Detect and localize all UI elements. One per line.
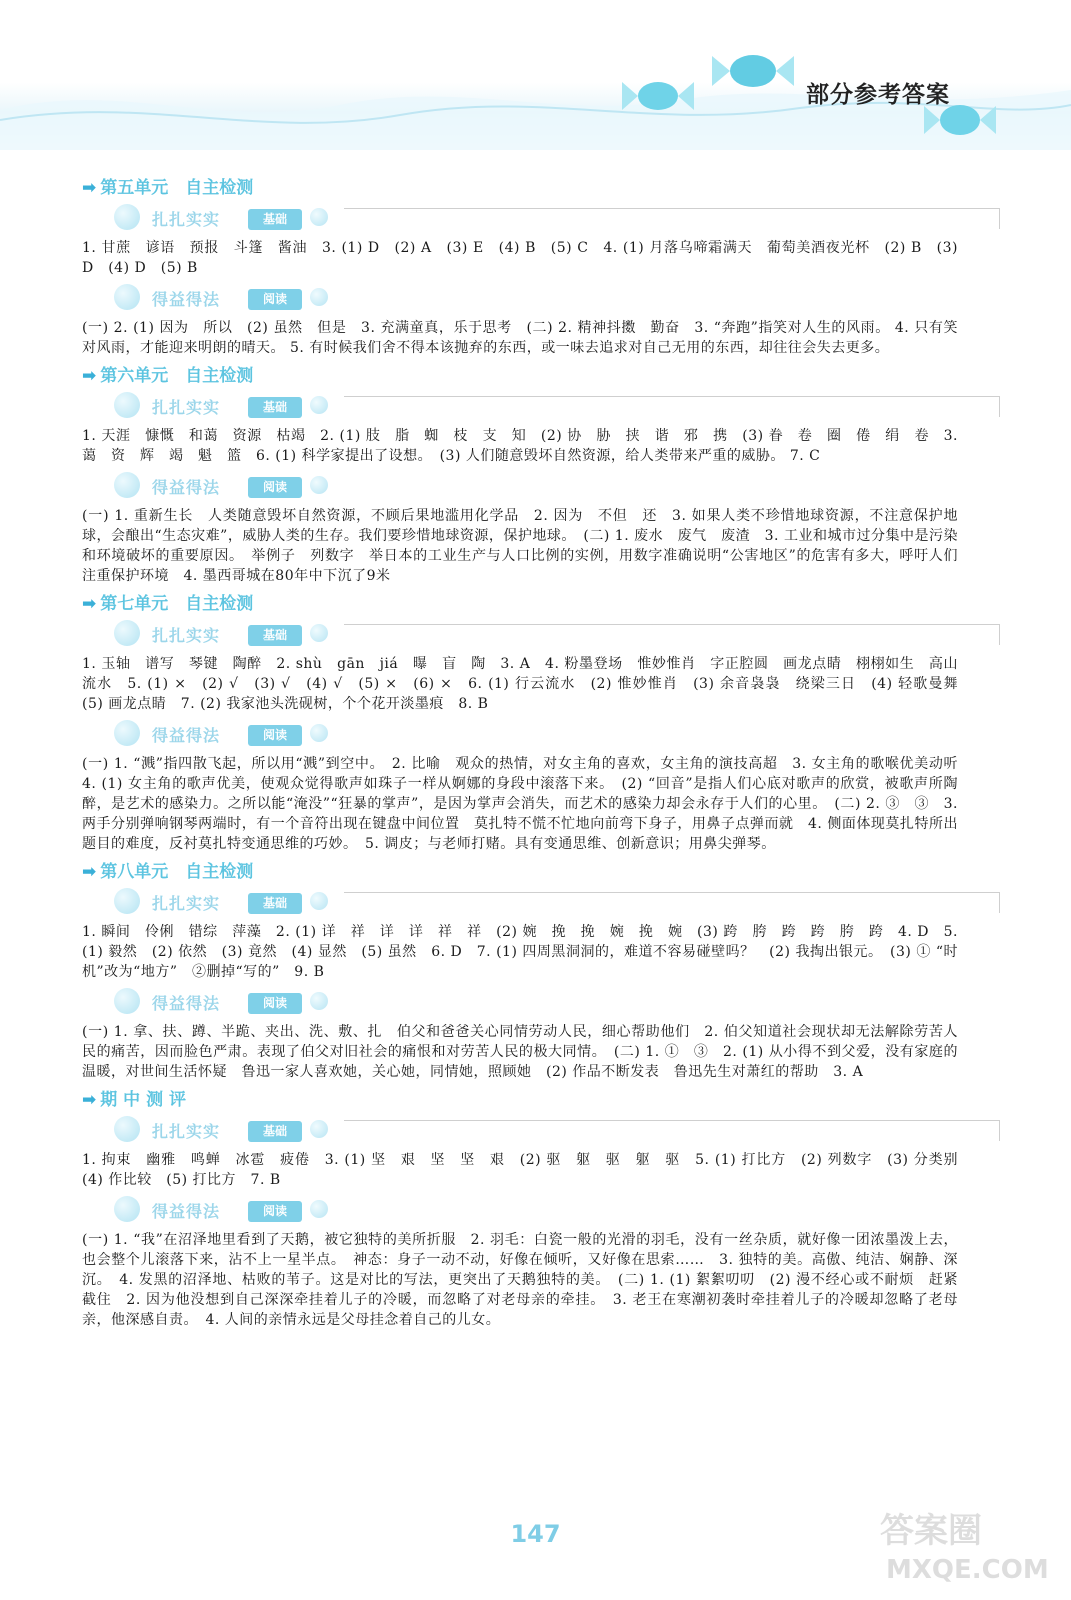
bubble-icon <box>114 720 140 746</box>
bubble-icon <box>310 396 328 414</box>
answer-text: 1. 拘束 幽雅 鸣蝉 冰雹 疲倦 3. (1) 坚 艰 坚 坚 艰 (2) 驱 躯 驱 躯 驱 5. (1) 打比方 (2) 列数字 (3) 分类别 (4) 作比较 (5) 打比方 7. B <box>82 1152 973 1188</box>
bubble-icon <box>114 1116 140 1142</box>
subsection-header <box>124 986 958 1020</box>
svg-text:MXQE.COM: MXQE.COM <box>886 1555 1049 1585</box>
answer-text: (一) 1. 拿、扶、蹲、半跪、夹出、洗、敷、扎 伯父和爸爸关心同情劳动人民，细心帮助他们 2. 伯父知道社会现状却无法解除劳苦人民的痛苦，因而脸色严肃。表现了伯父对旧社会的痛恨和对劳苦人民的极大同情。 (二) 1. ① ③ 2. (1) 从小得不到父爱，没有家庭的温暖，对世间生活怀疑 鲁迅一家人喜欢她，关心她，同情她，照顾她 (2) 作品不断发表 鲁迅先生对萧红的帮助 3. A <box>82 1024 958 1080</box>
subsection-label: 扎扎实实 <box>152 210 221 229</box>
bubble-icon <box>310 1120 328 1138</box>
subsection-label: 得益得法 <box>152 1202 221 1221</box>
unit-heading-text: 第七单元 自主检测 <box>100 594 254 614</box>
divider <box>344 208 1000 229</box>
unit-heading-text: 第五单元 自主检测 <box>100 178 254 198</box>
answer-text: 1. 甘蔗 谚语 预报 斗篷 酱油 3. (1) D (2) A (3) E (4) B (5) C 4. (1) 月落乌啼霜满天 葡萄美酒夜光杯 (2) B (3) D (4) D (5) B <box>82 240 958 276</box>
divider <box>344 396 1000 417</box>
unit-heading <box>82 174 958 202</box>
subsection-header <box>124 886 958 920</box>
subsection-header <box>124 202 958 236</box>
divider <box>344 624 1000 645</box>
bubble-icon <box>310 288 328 306</box>
subsection-label: 得益得法 <box>152 994 221 1013</box>
answer-text: (一) 1. “溅”指四散飞起，所以用“溅”到空中。 2. 比喻 观众的热情，对女主角的喜欢，女主角的演技高超 3. 女主角的歌喉优美动听 4. (1) 女主角的歌声优美，使观众觉得歌声如珠子一样从婀娜的身段中滚落下来。 (2) “回音”是指人们心底对歌声的欣赏，被歌声所陶醉，是艺术的感染力。之所以能“淹没”“狂暴的掌声”，是因为掌声会消失，而艺术的感染力却会永存于人们的心里。 (二) 2. ③ ③ 3. 两手分别弹响钢琴两端时，有一个音符出现在键盘中间位置 莫扎特不慌不忙地向前弯下身子，用鼻子点弹而就 4. 侧面体现莫扎特所出题目的难度，反衬莫扎特变通思维的巧妙。 5. 调皮；与老师打赌。具有变通思维、创新意识；用鼻尖弹琴。 <box>82 756 973 852</box>
unit-heading <box>82 858 958 886</box>
subsection-tag: 基础 <box>248 1121 302 1142</box>
answer-text: 1. 瞬间 伶俐 错综 萍藻 2. (1) 详 祥 详 详 祥 祥 (2) 婉 挽 挽 婉 挽 婉 (3) 跨 胯 跨 跨 胯 跨 4. D 5. (1) 毅然 (2) 依然 (3) 竟然 (4) 显然 (5) 虽然 6. D 7. (1) 四周黑洞洞的，难道不容易碰壁吗？ (2) 我掏出银元。 (3) ① “时机”改为“地方” ②删掉“写的” 9. B <box>82 924 958 980</box>
subsection-label: 得益得法 <box>152 478 221 497</box>
unit-heading-text: 第八单元 自主检测 <box>100 862 254 882</box>
subsection-header <box>124 718 958 752</box>
unit-heading-text: 期 中 测 评 <box>100 1090 187 1110</box>
subsection-tag: 阅读 <box>248 725 302 746</box>
page-number: 147 <box>510 1520 561 1548</box>
answer-text: 1. 玉轴 谱写 琴键 陶醉 2. shù gān jiá 曝 盲 陶 3. A 4. 粉墨登场 惟妙惟肖 字正腔圆 画龙点睛 栩栩如生 高山流水 5. (1) × (2) √ (3) √ (4) √ (5) × (6) × 6. (1) 行云流水 (2) 惟妙惟肖 (3) 余音袅袅 绕梁三日 (4) 轻歌曼舞 (5) 画龙点睛 7. (2) 我家池头洗砚树，个个花开淡墨痕 8. B <box>82 656 973 712</box>
unit-heading-text: 第六单元 自主检测 <box>100 366 254 386</box>
bubble-icon <box>114 1196 140 1222</box>
subsection-label: 得益得法 <box>152 290 221 309</box>
bubble-icon <box>310 992 328 1010</box>
subsection-tag: 基础 <box>248 625 302 646</box>
arrow-icon: ➡ <box>82 594 97 614</box>
watermark-logo <box>872 1500 1052 1590</box>
answer-text: (一) 2. (1) 因为 所以 (2) 虽然 但是 3. 充满童真，乐于思考 (二) 2. 精神抖擞 勤奋 3. “奔跑”指笑对人生的风雨。 4. 只有笑对风雨，才能迎来明朗的晴天。 5. 有时候我们舍不得本该抛弃的东西，或一味去追求对自己无用的东西，却往往会失去更多。 <box>82 320 958 356</box>
subsection-tag: 阅读 <box>248 289 302 310</box>
answer-text: 1. 天涯 慷慨 和蔼 资源 枯竭 2. (1) 肢 脂 蜘 枝 支 知 (2) 协 胁 挟 谐 邪 携 (3) 眷 卷 圈 倦 绢 卷 3. 蔼 资 辉 竭 魁 篮 6. (1) 科学家提出了设想。 (3) 人们随意毁坏自然资源，给人类带来严重的威胁。 7. C <box>82 428 958 464</box>
unit-heading <box>82 1086 958 1114</box>
subsection-tag: 基础 <box>248 209 302 230</box>
subsection-label: 得益得法 <box>152 726 221 745</box>
subsection-tag: 阅读 <box>248 993 302 1014</box>
bubble-icon <box>114 472 140 498</box>
answers-content <box>82 172 973 1334</box>
answer-text: (一) 1. 重新生长 人类随意毁坏自然资源，不顾后果地滥用化学品 2. 因为 不但 还 3. 如果人类不珍惜地球资源，不注意保护地球，会酿出“生态灾难”，威胁人类的生存。我们要珍惜地球资源，保护地球。 (二) 1. 废水 废气 废渣 3. 工业和城市过分集中是污染和环境破坏的重要原因。 举例子 列数字 举日本的工业生产与人口比例的实例，用数字准确说明“公害地区”的危害有多大，呼吁人们注重保护环境 4. 墨西哥城在80年中下沉了9米 <box>82 508 958 584</box>
subsection-tag: 基础 <box>248 893 302 914</box>
svg-text:答案圈: 答案圈 <box>880 1511 982 1551</box>
subsection-label: 扎扎实实 <box>152 1122 221 1141</box>
bubble-icon <box>310 1200 328 1218</box>
subsection-header <box>124 1194 958 1228</box>
bubble-icon <box>310 624 328 642</box>
bubble-icon <box>114 888 140 914</box>
subsection-header <box>124 282 958 316</box>
arrow-icon: ➡ <box>82 178 97 198</box>
bubble-icon <box>114 620 140 646</box>
subsection-header <box>124 470 958 504</box>
subsection-header <box>124 390 958 424</box>
candy-icon <box>622 74 694 118</box>
subsection-header <box>124 618 958 652</box>
bubble-icon <box>310 724 328 742</box>
bubble-icon <box>114 204 140 230</box>
bubble-icon <box>114 284 140 310</box>
arrow-icon: ➡ <box>82 1090 97 1110</box>
answer-text: (一) 1. “我”在沼泽地里看到了天鹅，被它独特的美所折服 2. 羽毛：白瓷一般的光滑的羽毛，没有一丝杂质，就好像一团浓墨泼上去，也会整个儿滚落下来，沾不上一星半点。 神态：身子一动不动，好像在倾听，又好像在思索…… 3. 独特的美。高傲、纯洁、娴静、深沉。 4. 发黑的沼泽地、枯败的苇子。这是对比的写法，更突出了天鹅独特的美。 (二) 1. (1) 絮絮叨叨 (2) 漫不经心或不耐烦 赶紧截住 2. 因为他没想到自己深深牵挂着儿子的冷暖，而忽略了对老母亲的牵挂。 3. 老王在寒潮初袭时牵挂着儿子的冷暖却忽略了老母亲，他深感自责。 4. 人间的亲情永远是父母挂念着自己的儿女。 <box>82 1232 958 1328</box>
bubble-icon <box>310 476 328 494</box>
bubble-icon <box>114 392 140 418</box>
bubble-icon <box>310 892 328 910</box>
bubble-icon <box>114 988 140 1014</box>
subsection-header <box>124 1114 958 1148</box>
bubble-icon <box>310 208 328 226</box>
subsection-label: 扎扎实实 <box>152 626 221 645</box>
divider <box>344 1120 1000 1141</box>
candy-icon <box>712 46 794 96</box>
unit-heading <box>82 590 958 618</box>
subsection-tag: 阅读 <box>248 1201 302 1222</box>
subsection-tag: 阅读 <box>248 477 302 498</box>
divider <box>344 892 1000 913</box>
arrow-icon: ➡ <box>82 366 97 386</box>
subsection-label: 扎扎实实 <box>152 398 221 417</box>
subsection-tag: 基础 <box>248 397 302 418</box>
unit-heading <box>82 362 958 390</box>
page-header-title: 部分参考答案 <box>806 82 950 108</box>
arrow-icon: ➡ <box>82 862 97 882</box>
subsection-label: 扎扎实实 <box>152 894 221 913</box>
